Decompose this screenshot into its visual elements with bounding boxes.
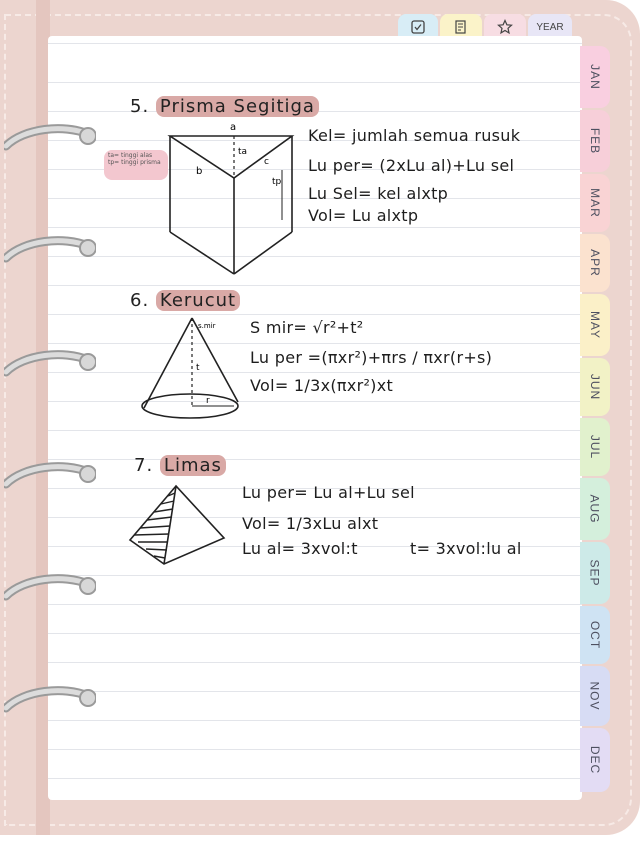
limas-line-4: t= 3xvol:lu al — [410, 539, 522, 558]
pyramid-drawing — [128, 484, 228, 568]
tab-jan[interactable] — [580, 46, 610, 108]
kerucut-line-2: Lu per =(πxr²)+πrs / πxr(r+s) — [250, 348, 493, 367]
kerucut-line-1: S mir= √r²+t² — [250, 318, 364, 337]
cone-drawing — [138, 312, 248, 424]
prisma-line-2: Lu per= (2xLu al)+Lu sel — [308, 156, 515, 175]
tab-label: MAY — [588, 310, 602, 340]
tab-feb[interactable] — [580, 110, 610, 172]
tab-sep[interactable] — [580, 542, 610, 604]
prisma-number: 5. — [130, 96, 150, 117]
limas-line-1: Lu per= Lu al+Lu sel — [242, 483, 415, 502]
tab-label: JAN — [587, 64, 602, 90]
tab-label: SEP — [587, 559, 602, 587]
limas-line-3: Lu al= 3xvol:t — [242, 539, 358, 558]
tab-label: AUG — [587, 494, 602, 524]
kerucut-line-3: Vol= 1/3x(πxr²)xt — [250, 376, 394, 395]
tab-jul[interactable] — [580, 418, 610, 476]
binder-ring-icon — [4, 120, 96, 160]
limas-line-2: Vol= 1/3xLu alxt — [242, 514, 379, 533]
tab-label: FEB — [588, 127, 602, 155]
tab-mar[interactable] — [580, 174, 610, 232]
tab-nov[interactable] — [580, 666, 610, 726]
tab-label: JUN — [588, 373, 602, 401]
tab-label: MAR — [587, 188, 602, 218]
limas-heading — [134, 455, 226, 476]
label-r: r — [206, 396, 210, 406]
prisma-line-1: Kel= jumlah semua rusuk — [308, 126, 521, 145]
tab-label: JUL — [588, 434, 602, 460]
prisma-line-3: Lu Sel= kel alxtp — [308, 184, 449, 203]
label-t: t — [196, 363, 200, 373]
label-tp: tp — [272, 177, 282, 187]
prisma-heading — [130, 96, 319, 117]
bottom-margin — [0, 835, 640, 853]
tab-label: OCT — [588, 620, 602, 650]
star-icon — [497, 19, 513, 35]
year-label: YEAR — [536, 21, 564, 33]
label-c: c — [264, 157, 269, 167]
binder-ring-icon — [4, 232, 96, 272]
kerucut-number: 6. — [130, 290, 150, 311]
label-b: b — [196, 166, 203, 177]
binder-ring-icon — [4, 458, 96, 498]
note-icon — [454, 20, 468, 34]
prisma-note: ta= tinggi alas tp= tinggi prisma — [104, 150, 168, 180]
tab-apr[interactable] — [580, 234, 610, 292]
limas-number: 7. — [134, 455, 154, 476]
tab-jun[interactable] — [580, 358, 610, 416]
prisma-line-4: Vol= Lu alxtp — [308, 206, 419, 225]
checkbox-icon — [411, 20, 425, 34]
tab-label: DEC — [588, 745, 602, 775]
tab-aug[interactable] — [580, 478, 610, 540]
label-s-mir: s.mir — [198, 322, 216, 330]
limas-title: Limas — [160, 455, 226, 476]
kerucut-heading — [130, 290, 240, 311]
prisma-title: Prisma Segitiga — [156, 96, 319, 117]
triangular-prism-drawing — [164, 120, 304, 280]
label-a: a — [230, 122, 237, 133]
tab-label: APR — [588, 249, 602, 277]
tab-oct[interactable] — [580, 606, 610, 664]
label-ta: ta — [238, 147, 248, 157]
binder-ring-icon — [4, 682, 96, 722]
binder-ring-icon — [4, 570, 96, 610]
tab-label: NOV — [587, 681, 602, 711]
tab-may[interactable] — [580, 294, 610, 356]
binder-ring-icon — [4, 346, 96, 386]
tab-dec[interactable] — [580, 728, 610, 792]
kerucut-title: Kerucut — [156, 290, 240, 311]
